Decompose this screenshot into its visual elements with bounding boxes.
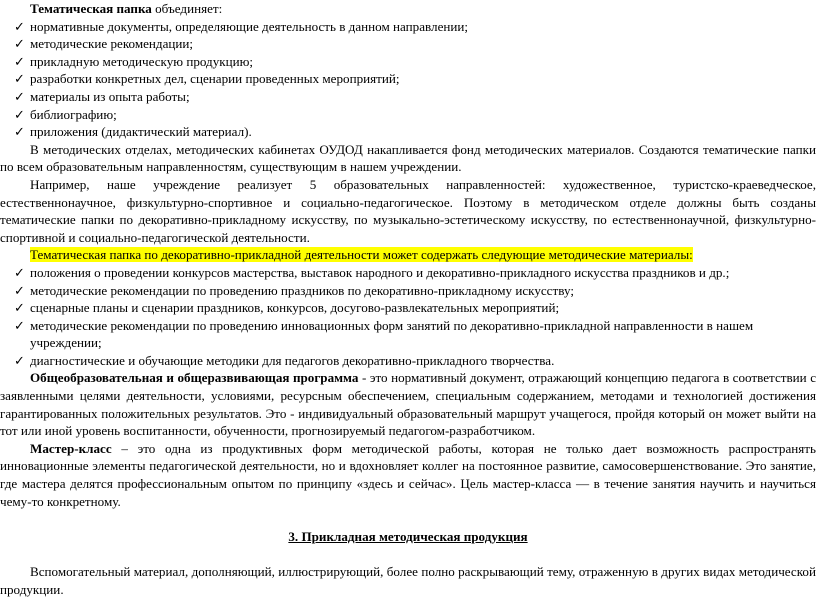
paragraph-directions: Например, наше учреждение реализует 5 образовательных направленностей: художественное, туристско-краеведческое, естественнонаучное, физкультурно-спортивное и социально-педагогическое. Поэтому в методическом отделе должны быть созданы тематические папки по декоративно-прикладному искусству, по музыкально-эстетическому искусству, по естественнонаучной, физкультурно-спортивной и социально-педагогической деятельности. [0,176,816,245]
list-item-text: прикладную методическую продукцию; [30,53,254,69]
intro-line [0,0,816,18]
list-item [0,53,816,71]
list-item-text: сценарные планы и сценарии праздников, конкурсов, досугово-развлекательных мероприятий; [30,300,560,316]
list-item [0,35,816,53]
list-item-text: положения о проведении конкурсов мастерства, выставок народного и декоративно-прикладного искусства праздников и др.; [30,264,730,280]
list-item-text: методические рекомендации по проведению инновационных форм занятий по декоративно-прикладной направленности в нашем учреждении; [30,317,754,351]
list-item [0,123,816,141]
check-icon: ✓ [14,317,25,333]
list-item-text: приложения (дидактический материал). [30,124,252,140]
check-icon: ✓ [14,36,25,52]
list-item [0,106,816,124]
spacer [0,510,816,528]
program-definition: - это нормативный документ, отражающий концепцию педагога в соответствии с заявленными целями деятельности, условиями, ресурсным обеспечением, специальным содержанием, методами и технологией достижения гарантированных положительных результатов. Это - индивидуальный образовательный маршрут учащегося, пройдя который он может выйти на тот или иной уровень воспитанности, обученности, прогнозируемый педагогом-разработчиком. [0,370,816,439]
list-item [0,317,816,352]
list-item [0,264,816,282]
list-item-text: методические рекомендации по проведению праздников по декоративно-прикладному искусству; [30,282,574,298]
check-icon: ✓ [14,53,25,69]
list-item [0,282,816,300]
list-item-text: разработки конкретных дел, сценарии проведенных мероприятий; [30,71,400,87]
check-icon: ✓ [14,124,25,140]
paragraph-auxiliary-material: Вспомогательный материал, дополняющий, иллюстрирующий, более полно раскрывающий тему, отраженную в других видах методической продукции. [0,564,816,597]
list-item [0,70,816,88]
master-class-definition: – это одна из продуктивных форм методической работы, которая не только дает возможность распространять инновационные элементы педагогической деятельности, но и вдохновляет коллег на постоянное развитие, самосовершенствование. Это занятие, где мастера делятся профессиональным опытом по принципу «здесь и сейчас». Цель мастер-класса — в течение занятия научить и научиться чему-то конкретному. [0,440,816,509]
section-heading-text: 3. Прикладная методическая продукция [288,528,528,544]
master-class-term: Мастер-класс [30,440,112,456]
materials-list [0,18,816,141]
highlighted-line [0,246,816,264]
check-icon: ✓ [14,282,25,298]
check-icon: ✓ [14,106,25,122]
list-item-text: методические рекомендации; [30,36,194,52]
check-icon: ✓ [14,352,25,368]
list-item [0,299,816,317]
highlight-text: Тематическая папка по декоративно-прикладной деятельности может содержать следующие методические материалы: [30,247,693,263]
paragraph-methodical-fund: В методических отделах, методических кабинетах ОУДОД накапливается фонд методических материалов. Создаются тематические папки по всем образовательным направленностям, существующим в нашем учреждении. [0,141,816,175]
list-item [0,88,816,106]
check-icon: ✓ [14,264,25,280]
intro-bold: Тематическая папка [30,1,152,16]
list-item [0,352,816,370]
paragraph-master-class [0,440,816,510]
list-item-text: нормативные документы, определяющие деятельность в данном направлении; [30,18,469,34]
folder-contents-list [0,264,816,370]
intro-rest: объединяет: [151,1,223,16]
check-icon: ✓ [14,88,25,104]
list-item-text: диагностические и обучающие методики для педагогов декоративно-прикладного творчества. [30,352,555,368]
program-term: Общеобразовательная и общеразвивающая программа [30,370,359,386]
section-heading [0,528,816,546]
list-item [0,18,816,36]
check-icon: ✓ [14,300,25,316]
check-icon: ✓ [14,71,25,87]
spacer [0,545,816,563]
check-icon: ✓ [14,18,25,34]
list-item-text: библиографию; [30,106,117,122]
paragraph-program-definition [0,369,816,439]
list-item-text: материалы из опыта работы; [30,88,190,104]
